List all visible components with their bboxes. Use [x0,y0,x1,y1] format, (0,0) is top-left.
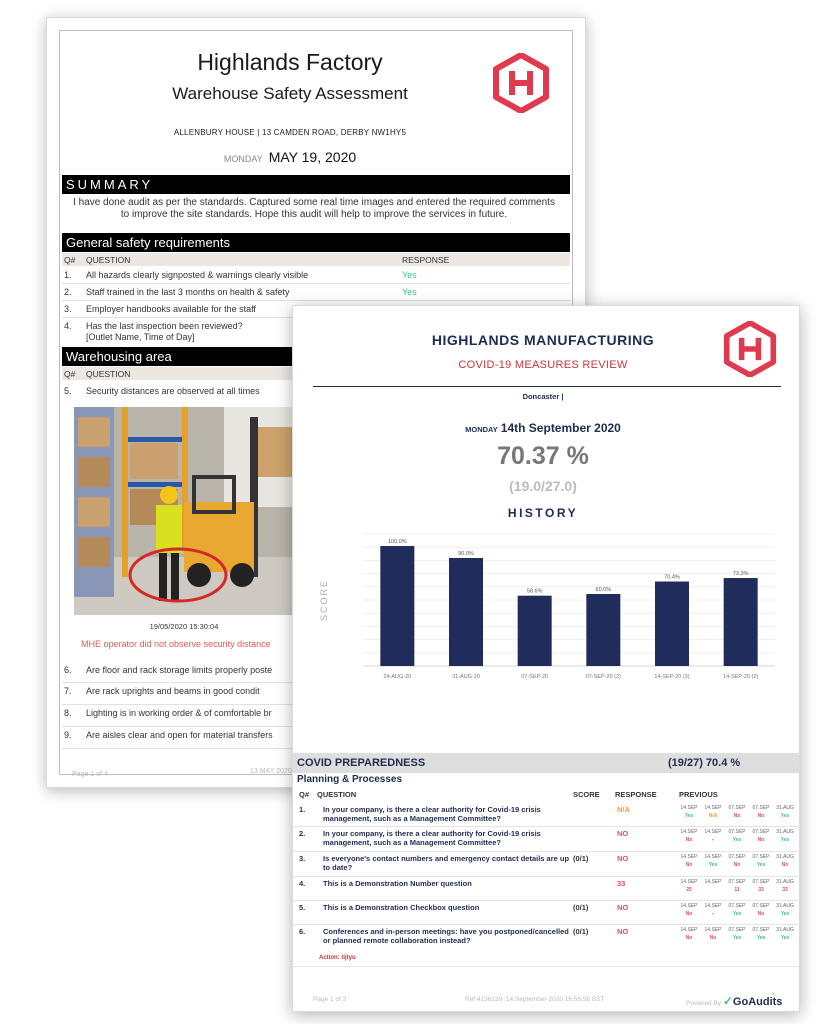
col-score: SCORE [573,790,600,799]
question-text: In your company, is there a clear authority for Covid-19 crisis management, such as a Management Committee? [323,805,541,823]
previous-response [677,879,701,895]
col-previous: PREVIOUS [679,790,718,799]
question-score: (0/1) [573,854,589,863]
previous-date: 14.SEP [704,829,722,835]
previous-value: 11 [734,887,740,893]
previous-response [677,903,701,919]
page-footer-reference: Ref:4136139 :14.September 2020 16:56:56 BST [465,996,605,1003]
question-text: Are aisles clear and open for material transfers [86,730,273,740]
powered-by-label: Powered By [686,1000,722,1007]
previous-responses [677,854,797,876]
question-number: 3. [64,304,72,314]
previous-date: 07.SEP [752,879,770,885]
question-response: 33 [617,879,626,888]
response-value: Yes [402,270,417,280]
highlands-logo-icon [723,321,777,377]
previous-response [773,927,797,943]
previous-response [749,903,773,919]
bar-value-label: 60.0% [595,587,612,593]
question-number: 9. [64,730,72,740]
overall-score-percent: 70.37 % [497,442,589,470]
history-bar [724,578,758,666]
report-subtitle: COVID-19 MEASURES REVIEW [458,359,628,371]
history-bar [518,596,552,666]
question-number: 4. [64,321,72,331]
col-qnum: Q# [299,790,310,799]
previous-date: 07.SEP [728,879,746,885]
action-note: Action: tijtyu [319,955,356,961]
question-text: All hazards clearly signposted & warnings clearly visible [86,270,309,280]
previous-response [725,829,749,845]
question-text [86,321,243,343]
previous-value: No [733,862,741,868]
page-footer-date: 13 MAY 2020 [250,768,292,775]
col-qnum: Q# [64,254,76,265]
col-qnum: Q# [64,368,76,379]
col-question: QUESTION [86,254,131,265]
section-heading-warehousing: Warehousing area [62,347,570,366]
previous-response [749,879,773,895]
previous-response [701,879,725,885]
question-text: Is everyone's contact numbers and emergency contact details are up to date? [323,854,570,872]
previous-response [725,854,749,870]
summary-heading: SUMMARY [62,175,570,194]
previous-value: No [757,911,765,917]
previous-date: 31.AUG [776,829,794,835]
question-row [62,267,570,284]
report-subtitle: Warehouse Safety Assessment [172,84,408,103]
previous-responses [677,903,797,925]
question-score: (0/1) [573,927,589,936]
previous-value: No [781,862,789,868]
bar-value-label: 58.6% [526,588,543,595]
previous-response [773,805,797,821]
previous-date: 31.AUG [776,879,794,885]
x-tick-label: 31-AUG-20 [452,674,480,680]
audit-date-value: 14th September 2020 [500,421,621,435]
question-number: 8. [64,708,72,718]
audit-date-value: MAY 19, 2020 [268,149,357,165]
previous-value: No [685,862,693,868]
col-question: QUESTION [317,790,357,799]
previous-date: 14.SEP [704,854,722,860]
previous-response [677,829,701,845]
previous-value: Yes [732,935,742,941]
photo-timestamp: 19/05/2020 15:30:04 [149,622,219,631]
previous-value: Yes [756,862,766,868]
previous-responses [677,927,797,949]
highlands-logo-icon [492,53,550,113]
x-tick-label: 07-SEP-20 (2) [585,674,621,680]
previous-response [773,829,797,845]
previous-value: Yes [780,911,790,917]
previous-date: 14.SEP [680,903,698,909]
report-title: HIGHLANDS MANUFACTURING [431,332,655,348]
previous-responses [677,829,797,851]
question-number: 4. [299,879,306,888]
summary-text: I have done audit as per the standards. Captured some real time images and entered the required comments to improve the site standards. Hope this audit will help to improve the services in future. [73,197,555,220]
previous-response [773,854,797,870]
question-row [293,901,799,925]
previous-value: No [757,837,765,843]
col-response: RESPONSE [615,790,657,799]
question-number: 3. [299,854,306,863]
question-row [62,284,570,301]
previous-value: Yes [732,837,742,843]
bar-value-label: 70.4% [664,574,680,581]
previous-date: 14.SEP [704,879,722,885]
previous-value: Yes [684,813,694,819]
previous-value: No [685,837,693,843]
previous-value: N/A [708,813,718,819]
history-bar [380,546,414,666]
history-bar [655,582,689,666]
previous-date: 31.AUG [776,854,794,860]
question-score: (0/1) [573,903,589,912]
previous-value: 25 [686,887,692,893]
question-number: 2. [64,287,72,297]
question-line-2: [Outlet Name, Time of Day] [86,332,195,342]
previous-value: No [733,813,741,819]
question-row [293,877,799,901]
previous-value: No [685,935,693,941]
previous-value: 33 [782,887,788,893]
history-bar [449,558,483,666]
previous-response [749,854,773,870]
y-axis-label: SCORE [319,578,329,622]
previous-date: 31.AUG [776,927,794,933]
question-number: 5. [299,903,306,912]
question-number: 6. [64,665,72,675]
column-header [293,790,799,801]
question-number: 1. [64,270,72,280]
question-row [293,925,799,967]
question-text: Conferences and in-person meetings: have you postponed/cancelled or planned remote collaboration instead? [323,927,569,945]
question-text: In your company, is there a clear authority for Covid-19 crisis management, such as a Management Committee? [323,829,541,847]
site-address: ALLENBURY HOUSE | 13 CAMDEN ROAD, DERBY NW1HY5 [173,128,407,137]
previous-value: - [712,911,714,917]
page-footer-number: Page 1 of 3 [313,996,347,1003]
audit-date [293,421,793,435]
previous-response [773,903,797,919]
page-footer-number: Page 1 of 4 [72,771,108,778]
question-row [293,803,799,827]
overall-score-fraction: (19.0/27.0) [509,478,577,494]
previous-date: 31.AUG [776,903,794,909]
question-text: Are floor and rack storage limits properly poste [86,665,273,675]
previous-value: Yes [708,862,718,868]
response-value: Yes [402,287,417,297]
previous-value: Yes [756,935,766,941]
question-response: NO [617,903,629,912]
previous-response [701,829,725,845]
previous-response [677,854,701,870]
previous-response [677,927,701,943]
site-location: Doncaster | [522,392,564,401]
previous-value: Yes [732,911,742,917]
section-title: COVID PREPAREDNESS [297,757,426,769]
previous-date: 14.SEP [704,805,722,811]
previous-response [749,927,773,943]
question-text: Staff trained in the last 3 months on health & safety [86,287,290,297]
previous-date: 07.SEP [752,805,770,811]
x-tick-label: 24-AUG-20 [383,674,412,680]
question-number: 5. [64,386,72,396]
bar-value-label: 90.0% [458,551,474,557]
previous-response [749,805,773,821]
previous-value: No [757,813,765,819]
previous-date: 07.SEP [728,829,746,835]
previous-date: 07.SEP [728,927,746,933]
previous-value: No [709,935,717,941]
bar-value-label: 100.0% [388,539,407,545]
previous-date: 07.SEP [728,805,746,811]
previous-response [701,805,725,821]
section-score: (19/27) 70.4 % [668,757,741,769]
previous-value: Yes [780,935,790,941]
previous-date: 07.SEP [752,903,770,909]
section-heading-general-safety: General safety requirements [62,233,570,252]
previous-response [677,805,701,821]
question-text: Security distances are observed at all times [86,386,260,396]
question-row [293,827,799,852]
question-text: Are rack uprights and beams in good condit [86,686,260,696]
previous-date: 14.SEP [680,854,698,860]
previous-date: 14.SEP [704,903,722,909]
question-row [293,852,799,877]
previous-date: 07.SEP [728,903,746,909]
section-header-covid-preparedness [293,753,799,773]
previous-value: Yes [780,813,790,819]
previous-value: Yes [780,837,790,843]
previous-response [701,854,725,870]
previous-response [749,829,773,845]
previous-value: - [712,837,714,843]
question-response: NO [617,854,629,863]
previous-response [701,903,725,919]
question-text: This is a Demonstration Number question [323,879,472,888]
question-number: 2. [299,829,306,838]
previous-response [725,879,749,895]
question-number: 1. [299,805,306,814]
previous-response [725,927,749,943]
previous-date: 31.AUG [776,805,794,811]
goaudits-check-icon: ✓ [722,994,733,1008]
question-text: Lighting is in working order & of comfortable br [86,708,272,718]
history-chart-title: HISTORY [507,506,579,520]
previous-date: 14.SEP [680,927,698,933]
question-text: This is a Demonstration Checkbox question [323,903,480,912]
question-response: NO [617,829,629,838]
previous-responses [677,805,797,827]
col-question: QUESTION [86,368,131,379]
question-response: N/A [617,805,630,814]
report-title: Highlands Factory [197,49,383,75]
powered-by [686,994,782,1008]
bar-value-label: 73.3% [732,571,749,578]
header-divider [313,386,781,387]
previous-value: No [685,911,693,917]
audit-date-dow: MONDAY [465,425,498,434]
question-number: 7. [64,686,72,696]
audit-date [60,149,520,165]
previous-response [725,805,749,821]
history-bar [586,594,620,666]
col-response: RESPONSE [402,254,450,265]
x-tick-label: 07-SEP-20 [521,674,549,680]
audit-date-dow: MONDAY [223,154,263,164]
previous-date: 07.SEP [752,854,770,860]
subsection-title: Planning & Processes [297,774,403,785]
previous-response [773,879,797,895]
previous-response [725,903,749,919]
x-tick-label: 14-SEP-20 (2) [723,674,759,680]
warehouse-forklift-photo [74,407,294,615]
column-header [62,253,570,266]
report-page-covid-review [292,305,800,1012]
history-bar-chart [313,526,783,686]
previous-date: 07.SEP [728,854,746,860]
previous-date: 14.SEP [680,829,698,835]
question-text: Employer handbooks available for the staff [86,304,256,314]
previous-date: 14.SEP [680,879,698,885]
previous-date: 07.SEP [752,927,770,933]
previous-date: 14.SEP [680,805,698,811]
previous-date: 14.SEP [704,927,722,933]
question-response: NO [617,927,629,936]
photo-comment: MHE operator did not observe security distance [81,639,271,649]
question-line-1: Has the last inspection been reviewed? [86,321,243,331]
previous-date: 07.SEP [752,829,770,835]
question-number: 6. [299,927,306,936]
goaudits-brand: GoAudits [732,996,783,1008]
previous-value: 33 [758,887,764,893]
previous-response [701,927,725,943]
previous-responses [677,879,797,901]
x-tick-label: 14-SEP-20 (3) [654,674,690,680]
